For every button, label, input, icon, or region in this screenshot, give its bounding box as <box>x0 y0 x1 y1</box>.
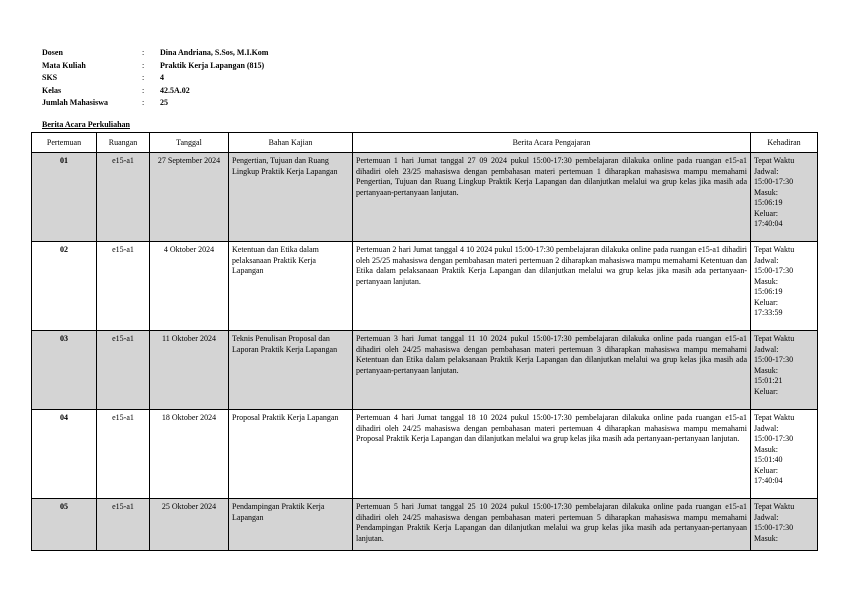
kehadiran-keluar-label: Keluar: <box>754 208 778 218</box>
kehadiran-masuk-label: Masuk: <box>754 444 778 454</box>
info-value: 4 <box>160 73 164 82</box>
kehadiran-masuk: 15:01:40 <box>754 455 783 464</box>
table-row <box>32 331 818 410</box>
cell-tanggal: 11 Oktober 2024 <box>150 331 229 410</box>
cell-kehadiran <box>751 331 818 410</box>
kehadiran-status: Tepat Waktu <box>754 334 795 343</box>
kehadiran-jadwal-label: Jadwal: <box>754 344 779 354</box>
cell-berita-acara: Pertemuan 4 hari Jumat tanggal 18 10 2024 pukul 15:00-17:30 pembelajaran dilakuka online pada ruangan e15-a1 dihadiri oleh 24/25 mahasiswa dengan pembahasan materi pertemuan 4 diharapkan mahasiswa mampu memahami Proposal Praktik Kerja Lapangan dan dilanjutkan melalui wa grup kelas jika masih ada pertanyaan-pertanyaan lanjutan. <box>353 410 751 499</box>
kehadiran-status: Tepat Waktu <box>754 502 795 511</box>
kehadiran-jadwal-label: Jadwal: <box>754 512 779 522</box>
table-row <box>32 499 818 551</box>
kehadiran-keluar-label: Keluar: <box>754 297 778 307</box>
kehadiran-jadwal: 15:00-17:30 <box>754 523 794 532</box>
cell-bahan-kajian: Teknis Penulisan Proposal dan Laporan Praktik Kerja Lapangan <box>229 331 353 410</box>
info-row-mata-kuliah <box>42 60 268 73</box>
kehadiran-keluar-label: Keluar: <box>754 465 778 475</box>
cell-tanggal: 25 Oktober 2024 <box>150 499 229 551</box>
kehadiran-jadwal: 15:00-17:30 <box>754 177 794 186</box>
kehadiran-masuk: 15:06:19 <box>754 198 783 207</box>
cell-ruangan: e15-a1 <box>97 153 150 242</box>
kehadiran-keluar: 17:40:04 <box>754 476 783 485</box>
kehadiran-masuk: 15:06:19 <box>754 287 783 296</box>
cell-pertemuan: 02 <box>32 242 97 331</box>
cell-berita-acara: Pertemuan 5 hari Jumat tanggal 25 10 2024 pukul 15:00-17:30 pembelajaran dilakuka online pada ruangan e15-a1 dihadiri oleh 24/25 mahasiswa dengan pembahasan materi pertemuan 5 diharapkan mahasiswa mampu memahami Pendampingan Praktik Kerja Lapangan dan dilanjutkan melalui wa grup kelas jika masih ada pertanyaan-pertanyaan lanjutan. <box>353 499 751 551</box>
cell-ruangan: e15-a1 <box>97 499 150 551</box>
table-row <box>32 242 818 331</box>
info-label: Kelas <box>42 85 62 95</box>
kehadiran-status: Tepat Waktu <box>754 245 795 254</box>
cell-bahan-kajian: Ketentuan dan Etika dalam pelaksanaan Praktik Kerja Lapangan <box>229 242 353 331</box>
kehadiran-jadwal: 15:00-17:30 <box>754 434 794 443</box>
kehadiran-status: Tepat Waktu <box>754 156 795 165</box>
column-header-ruangan: Ruangan <box>97 133 150 153</box>
column-header-bahan-kajian: Bahan Kajian <box>229 133 353 153</box>
info-label: Mata Kuliah <box>42 60 86 70</box>
kehadiran-masuk-label: Masuk: <box>754 276 778 286</box>
info-value: 42.5A.02 <box>160 85 190 95</box>
cell-ruangan: e15-a1 <box>97 331 150 410</box>
info-separator: : <box>142 98 145 107</box>
cell-pertemuan: 03 <box>32 331 97 410</box>
info-label: Dosen <box>42 48 63 57</box>
info-row-dosen <box>42 47 268 60</box>
info-value: Praktik Kerja Lapangan (815) <box>160 60 265 70</box>
kehadiran-masuk-label: Masuk: <box>754 533 778 543</box>
kehadiran-keluar-label: Keluar: <box>754 386 778 396</box>
cell-ruangan: e15-a1 <box>97 410 150 499</box>
kehadiran-masuk: 15:01:21 <box>754 376 783 385</box>
cell-pertemuan: 04 <box>32 410 97 499</box>
info-row-sks <box>42 72 268 85</box>
info-separator: : <box>142 85 145 95</box>
cell-pertemuan: 01 <box>32 153 97 242</box>
cell-tanggal: 27 September 2024 <box>150 153 229 242</box>
cell-berita-acara: Pertemuan 1 hari Jumat tanggal 27 09 2024 pukul 15:00-17:30 pembelajaran dilakuka online pada ruangan e15-a1 dihadiri oleh 23/25 mahasiswa dengan pembahasan materi pertemuan 1 diharapkan mahasiswa mampu memahami Pengertian, Tujuan dan Ruang Lingkup Praktik Kerja Lapangan dan dilanjutkan melalui wa grup kelas jika masih ada pertanyaan-pertanyaan lanjutan. <box>353 153 751 242</box>
info-separator: : <box>142 60 145 70</box>
kehadiran-keluar: 17:40:04 <box>754 219 783 228</box>
kehadiran-jadwal-label: Jadwal: <box>754 166 779 176</box>
kehadiran-masuk-label: Masuk: <box>754 187 778 197</box>
cell-bahan-kajian: Pendampingan Praktik Kerja Lapangan <box>229 499 353 551</box>
attendance-table <box>31 132 818 551</box>
cell-kehadiran <box>751 242 818 331</box>
info-separator: : <box>142 73 145 82</box>
cell-kehadiran <box>751 153 818 242</box>
info-value: Dina Andriana, S.Sos, M.I.Kom <box>160 48 269 57</box>
cell-berita-acara: Pertemuan 3 hari Jumat tanggal 11 10 2024 pukul 15:00-17:30 pembelajaran dilakuka online pada ruangan e15-a1 dihadiri oleh 24/25 mahasiswa dengan pembahasan materi pertemuan 3 diharapkan mahasiswa mampu memahami Ketentuan dan Etika dalam pelaksanaan Praktik Kerja Lapangan dan dilanjutkan melalui wa grup kelas jika masih ada pertanyaan-pertanyaan lanjutan. <box>353 331 751 410</box>
info-separator: : <box>142 48 145 57</box>
cell-bahan-kajian: Pengertian, Tujuan dan Ruang Lingkup Praktik Kerja Lapangan <box>229 153 353 242</box>
kehadiran-masuk-label: Masuk: <box>754 365 778 375</box>
info-value: 25 <box>160 98 168 107</box>
cell-kehadiran <box>751 410 818 499</box>
info-label: SKS <box>42 73 58 82</box>
kehadiran-jadwal: 15:00-17:30 <box>754 266 794 275</box>
cell-berita-acara: Pertemuan 2 hari Jumat tanggal 4 10 2024 pukul 15:00-17:30 pembelajaran dilakuka online pada ruangan e15-a1 dihadiri oleh 25/25 mahasiswa dengan pembahasan materi pertemuan 2 diharapkan mahasiswa mampu memahami Ketentuan dan Etika dalam pelaksanaan Praktik Kerja Lapangan dan dilanjutkan melalui wa grup kelas jika masih ada pertanyaan-pertanyaan lanjutan. <box>353 242 751 331</box>
cell-bahan-kajian: Proposal Praktik Kerja Lapangan <box>229 410 353 499</box>
table-row <box>32 153 818 242</box>
kehadiran-keluar: 17:33:59 <box>754 308 783 317</box>
cell-ruangan: e15-a1 <box>97 242 150 331</box>
table-row <box>32 410 818 499</box>
column-header-berita-acara: Berita Acara Pengajaran <box>353 133 751 153</box>
cell-tanggal: 18 Oktober 2024 <box>150 410 229 499</box>
course-info <box>42 47 268 110</box>
kehadiran-status: Tepat Waktu <box>754 413 795 422</box>
info-row-kelas <box>42 85 268 98</box>
kehadiran-jadwal-label: Jadwal: <box>754 255 779 265</box>
kehadiran-jadwal-label: Jadwal: <box>754 423 779 433</box>
section-title: Berita Acara Perkuliahan <box>42 120 130 129</box>
cell-kehadiran <box>751 499 818 551</box>
info-row-jumlah-mahasiswa <box>42 97 268 110</box>
column-header-kehadiran: Kehadiran <box>751 133 818 153</box>
table-header-row <box>32 133 818 153</box>
info-label: Jumlah Mahasiswa <box>42 98 109 107</box>
column-header-pertemuan: Pertemuan <box>32 133 97 153</box>
cell-pertemuan: 05 <box>32 499 97 551</box>
column-header-tanggal: Tanggal <box>150 133 229 153</box>
cell-tanggal: 4 Oktober 2024 <box>150 242 229 331</box>
kehadiran-jadwal: 15:00-17:30 <box>754 355 794 364</box>
